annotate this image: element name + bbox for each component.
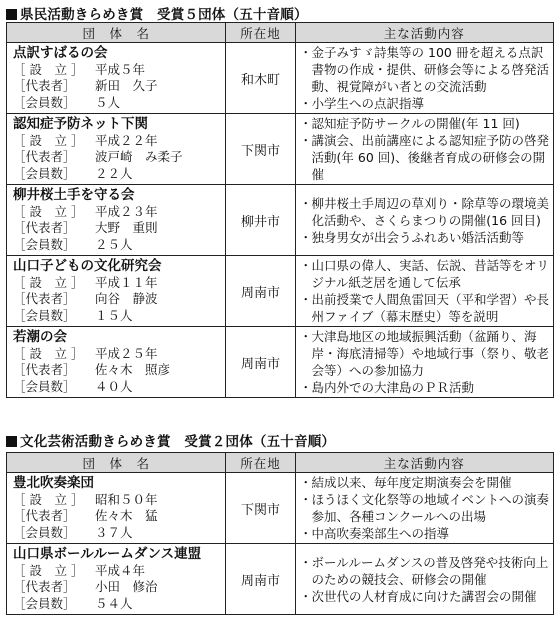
org-info-line	[13, 525, 221, 542]
org-info-line	[13, 291, 221, 308]
org-info-line	[13, 379, 221, 396]
org-info-line	[13, 237, 221, 254]
org-info-line	[13, 133, 221, 150]
info-value: 平成１１年	[95, 274, 158, 290]
activity-text: 金子みすゞ詩集等の 100 冊を超える点訳書物の作成・提供、研修会等による啓発活動、視覚障がい者との交流活動	[311, 45, 550, 94]
info-label: ［ 設 立 ］	[13, 562, 84, 578]
org-name: 柳井桜土手を守る会	[13, 187, 135, 203]
info-label: ［ 設 立 ］	[13, 132, 84, 148]
header-location: 所在地	[226, 23, 295, 43]
bullet-icon: ・	[299, 554, 313, 570]
info-label: ［ 設 立 ］	[13, 61, 84, 77]
bullet-icon: ・	[299, 329, 313, 344]
activity-text: 認知症予防サークルの開催(年 11 回)	[311, 116, 520, 131]
info-label: ［代表者］	[13, 508, 76, 523]
activity-text: 独身男女が出会うふれあい婚活活動等	[311, 229, 525, 245]
org-info-line	[13, 596, 221, 613]
activity-item	[300, 95, 550, 112]
location-cell: 周南市	[226, 327, 295, 398]
org-cell	[7, 327, 226, 398]
org-name: 認知症予防ネット下関	[13, 116, 148, 132]
activity-item	[300, 115, 550, 132]
activity-text: 中高吹奏楽部生への指導	[311, 526, 450, 541]
table-row	[7, 256, 554, 327]
table-row	[7, 327, 554, 398]
info-label: ［代表者］	[13, 78, 76, 93]
activity-text: 島内外での大津島のＰＲ活動	[311, 380, 475, 395]
activity-item	[300, 525, 550, 542]
org-info-line	[13, 220, 221, 237]
activity-item	[300, 491, 550, 525]
activity-text: 出前授業で人間魚雷回天（平和学習）や長州ファイブ（幕末歴史）等を説明	[311, 292, 550, 324]
activity-item	[300, 554, 550, 588]
awards-table-2	[6, 452, 554, 615]
location-cell: 周南市	[226, 256, 295, 327]
info-value: 佐々木 照彦	[95, 362, 171, 377]
info-value: 平成５年	[95, 61, 146, 77]
bullet-icon: ・	[299, 45, 313, 60]
org-info-line	[13, 275, 221, 292]
activity-item	[300, 195, 550, 229]
org-info-line	[13, 78, 221, 95]
table-row	[7, 43, 554, 114]
bullet-icon: ・	[299, 380, 313, 395]
org-cell	[7, 256, 226, 327]
info-label: ［会員数］	[13, 595, 76, 611]
info-value: ４０人	[95, 378, 133, 394]
activities-cell	[295, 473, 553, 544]
square-marker-icon	[6, 9, 17, 20]
table-row	[7, 473, 554, 544]
header-activities: 主な活動内容	[295, 23, 553, 43]
location-cell: 周南市	[226, 544, 295, 615]
bullet-icon: ・	[299, 96, 313, 111]
bullet-icon: ・	[299, 116, 313, 131]
table-header-row	[7, 23, 554, 43]
org-name: 豊北吹奏楽団	[13, 475, 94, 491]
activity-text: 大津島地区の地域振興活動（盆踊り、海岸・海底清掃等）や地域行事（祭り、敬老会等）への参加協力	[311, 329, 550, 378]
location-cell: 和木町	[226, 43, 295, 114]
info-value: 佐々木 猛	[95, 508, 158, 523]
activity-item	[300, 132, 550, 183]
info-value: １５人	[95, 307, 133, 323]
activities-cell	[295, 544, 553, 615]
activity-item	[300, 44, 550, 95]
table-row	[7, 185, 554, 256]
location-cell: 下関市	[226, 114, 295, 185]
info-label: ［ 設 立 ］	[13, 274, 84, 290]
info-value: 波戸崎 み柔子	[95, 149, 183, 164]
activity-text: 講演会、出前講座による認知症予防の啓発活動(年 60 回)、後継者育成の研修会の開催	[311, 133, 550, 182]
activities-cell	[295, 43, 553, 114]
org-info-line	[13, 308, 221, 325]
info-label: ［会員数］	[13, 94, 76, 110]
org-info-line	[13, 62, 221, 79]
org-info-line	[13, 95, 221, 112]
info-label: ［代表者］	[13, 220, 76, 235]
org-info-line	[13, 492, 221, 509]
activity-text: 結成以来、毎年度定期演奏会を開催	[311, 475, 512, 490]
info-label: ［代表者］	[13, 291, 76, 306]
info-value: ２５人	[95, 236, 133, 252]
activity-item	[300, 588, 550, 605]
activity-text: 小学生への点訳指導	[311, 96, 425, 111]
awards-table-1	[6, 22, 554, 398]
info-value: 平成４年	[95, 562, 146, 578]
info-label: ［会員数］	[13, 236, 76, 252]
bullet-icon: ・	[299, 258, 313, 273]
info-value: ２２人	[95, 165, 133, 181]
info-value: ３７人	[95, 524, 133, 540]
activity-item	[300, 257, 550, 291]
section-title-1: 県民活動きらめき賞 受賞５団体（五十音順）	[6, 3, 308, 23]
table-header-row	[7, 453, 554, 473]
info-value: 小田 修治	[95, 579, 158, 594]
info-value: 昭和５０年	[95, 491, 158, 507]
activity-item	[300, 229, 550, 246]
org-cell	[7, 185, 226, 256]
bullet-icon: ・	[299, 475, 313, 490]
org-info-line	[13, 362, 221, 379]
org-cell	[7, 43, 226, 114]
square-marker-icon	[6, 436, 17, 447]
info-label: ［ 設 立 ］	[13, 491, 84, 507]
info-label: ［代表者］	[13, 149, 76, 164]
activity-item	[300, 328, 550, 379]
info-value: 平成２３年	[95, 203, 158, 219]
org-info-line	[13, 166, 221, 183]
org-info-line	[13, 563, 221, 580]
info-label: ［会員数］	[13, 524, 76, 540]
info-label: ［会員数］	[13, 307, 76, 323]
info-value: 平成２２年	[95, 132, 158, 148]
org-cell	[7, 473, 226, 544]
header-activities: 主な活動内容	[295, 453, 553, 473]
activity-text: 山口県の偉人、実話、伝説、昔話等をオリジナル紙芝居を通して伝承	[311, 258, 550, 290]
activities-cell	[295, 256, 553, 327]
header-org-name: 団 体 名	[7, 453, 226, 473]
activities-cell	[295, 327, 553, 398]
activity-item	[300, 379, 550, 396]
org-name: 若潮の会	[13, 329, 67, 345]
bullet-icon: ・	[299, 229, 313, 245]
bullet-icon: ・	[299, 588, 313, 604]
table-row	[7, 114, 554, 185]
bullet-icon: ・	[299, 526, 313, 541]
activity-item	[300, 474, 550, 491]
org-info-line	[13, 204, 221, 221]
activities-cell	[295, 114, 553, 185]
org-cell	[7, 544, 226, 615]
org-name: 山口県ボールルームダンス連盟	[13, 546, 202, 562]
location-cell: 下関市	[226, 473, 295, 544]
info-label: ［会員数］	[13, 165, 76, 181]
activity-text: ほうほく文化祭等の地域イベントへの演奏参加、各種コンクールへの出場	[311, 492, 550, 524]
info-label: ［会員数］	[13, 378, 76, 394]
activity-text: ボールルームダンスの普及啓発や技術向上のための競技会、研修会の開催	[311, 554, 549, 587]
info-value: 大野 重則	[95, 220, 158, 235]
activity-text: 次世代の人材育成に向けた講習会の開催	[311, 588, 537, 604]
info-label: ［代表者］	[13, 579, 76, 594]
info-value: 向谷 静波	[95, 291, 158, 306]
org-info-line	[13, 149, 221, 166]
activities-cell	[295, 185, 553, 256]
org-name: 点訳すばるの会	[13, 45, 108, 61]
activity-item	[300, 291, 550, 325]
info-label: ［代表者］	[13, 362, 76, 377]
info-value: ５４人	[95, 595, 133, 611]
info-value: ５人	[95, 94, 121, 110]
org-info-line	[13, 346, 221, 363]
bullet-icon: ・	[299, 133, 313, 148]
bullet-icon: ・	[299, 492, 313, 507]
section-title-2: 文化芸術活動きらめき賞 受賞２団体（五十音順）	[6, 430, 335, 450]
bullet-icon: ・	[299, 195, 313, 211]
org-cell	[7, 114, 226, 185]
org-info-line	[13, 508, 221, 525]
header-org-name: 団 体 名	[7, 23, 226, 43]
org-name: 山口子どもの文化研究会	[13, 258, 162, 274]
info-label: ［ 設 立 ］	[13, 345, 84, 361]
info-value: 平成２５年	[95, 345, 158, 361]
info-label: ［ 設 立 ］	[13, 203, 84, 219]
info-value: 新田 久子	[95, 78, 158, 93]
location-cell: 柳井市	[226, 185, 295, 256]
header-location: 所在地	[226, 453, 295, 473]
bullet-icon: ・	[299, 292, 313, 307]
activity-text: 柳井桜土手周辺の草刈り・除草等の環境美化活動や、さくらまつりの開催(16 回目)	[311, 195, 550, 228]
table-row	[7, 544, 554, 615]
org-info-line	[13, 579, 221, 596]
